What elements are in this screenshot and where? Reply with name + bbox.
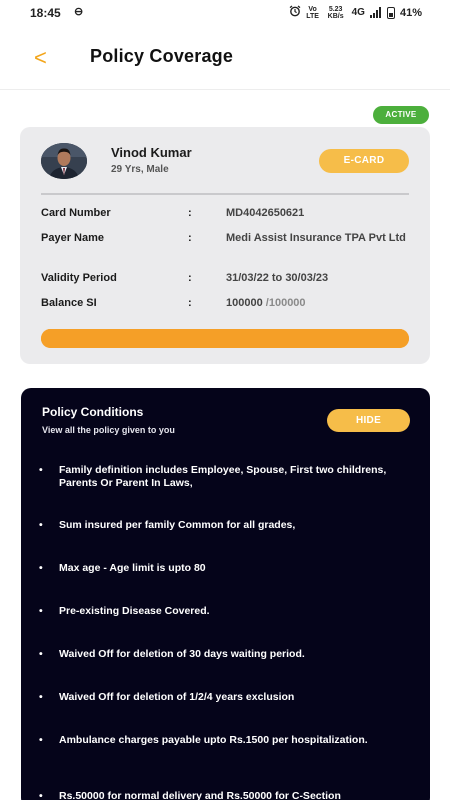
balance-progress-bar: [41, 329, 409, 348]
bullet-icon: •: [39, 648, 43, 660]
balance-available: 100000: [226, 297, 263, 309]
battery-icon: [387, 7, 395, 19]
info-colon: :: [188, 272, 192, 284]
card-divider: [41, 193, 409, 195]
back-arrow-icon[interactable]: <: [34, 45, 47, 70]
alarm-icon: [289, 5, 301, 20]
info-label: Validity Period: [41, 272, 117, 284]
bullet-icon: •: [39, 562, 43, 574]
conditions-subtitle: View all the policy given to you: [42, 425, 175, 435]
condition-text: Pre-existing Disease Covered.: [59, 605, 210, 617]
info-colon: :: [188, 297, 192, 309]
condition-text: Ambulance charges payable upto Rs.1500 per hospitalization.: [59, 734, 368, 746]
condition-text: Waived Off for deletion of 30 days waiting period.: [59, 648, 305, 660]
info-label: Payer Name: [41, 232, 104, 244]
network-type: 4G: [351, 7, 365, 18]
condition-text: Sum insured per family Common for all grades,: [59, 519, 296, 531]
info-label: Balance SI: [41, 297, 97, 309]
card-number-value: MD4042650621: [226, 207, 305, 219]
validity-period-value: 31/03/22 to 30/03/23: [226, 272, 329, 284]
condition-text: Family definition includes Employee, Spouse, First two childrens, Parents Or Parent In Laws,: [59, 464, 387, 489]
bullet-icon: •: [39, 734, 43, 746]
conditions-title: Policy Conditions: [42, 405, 144, 419]
member-name: Vinod Kumar: [111, 145, 192, 160]
signal-icon: [370, 7, 382, 18]
member-age-gender: 29 Yrs, Male: [111, 164, 169, 175]
info-label: Card Number: [41, 207, 111, 219]
bullet-icon: •: [39, 691, 43, 703]
condition-text: Waived Off for deletion of 1/2/4 years exclusion: [59, 691, 295, 703]
info-colon: :: [188, 232, 192, 244]
app-header: [0, 26, 450, 90]
payer-name-value: Medi Assist Insurance TPA Pvt Ltd: [226, 232, 406, 244]
policy-conditions-panel: [21, 388, 430, 800]
condition-text: Rs.50000 for normal delivery and Rs.50000 for C-Section: [59, 790, 341, 800]
status-bar: [0, 0, 450, 26]
volte-indicator: Vo LTE: [306, 5, 319, 20]
page-title: Policy Coverage: [90, 46, 234, 66]
balance-value: [226, 297, 406, 310]
info-colon: :: [188, 207, 192, 219]
bullet-icon: •: [39, 519, 43, 531]
bullet-icon: •: [39, 605, 43, 617]
bullet-icon: •: [39, 464, 43, 476]
balance-total: /100000: [265, 297, 306, 309]
policy-card: [20, 127, 430, 364]
status-indicators: [289, 5, 422, 20]
avatar: [41, 143, 87, 179]
battery-level: 41%: [399, 6, 422, 19]
balance-progress-fill: [41, 329, 409, 348]
condition-text: Max age - Age limit is upto 80: [59, 562, 206, 574]
e-card-button[interactable]: E-CARD: [319, 149, 409, 173]
hide-button[interactable]: HIDE: [327, 409, 410, 432]
status-badge: ACTIVE: [373, 106, 429, 124]
data-speed: 5.23 KB/s: [327, 5, 344, 20]
bullet-icon: •: [39, 790, 43, 800]
sync-icon: ⊖: [74, 6, 84, 18]
status-time: 18:45: [30, 6, 61, 20]
